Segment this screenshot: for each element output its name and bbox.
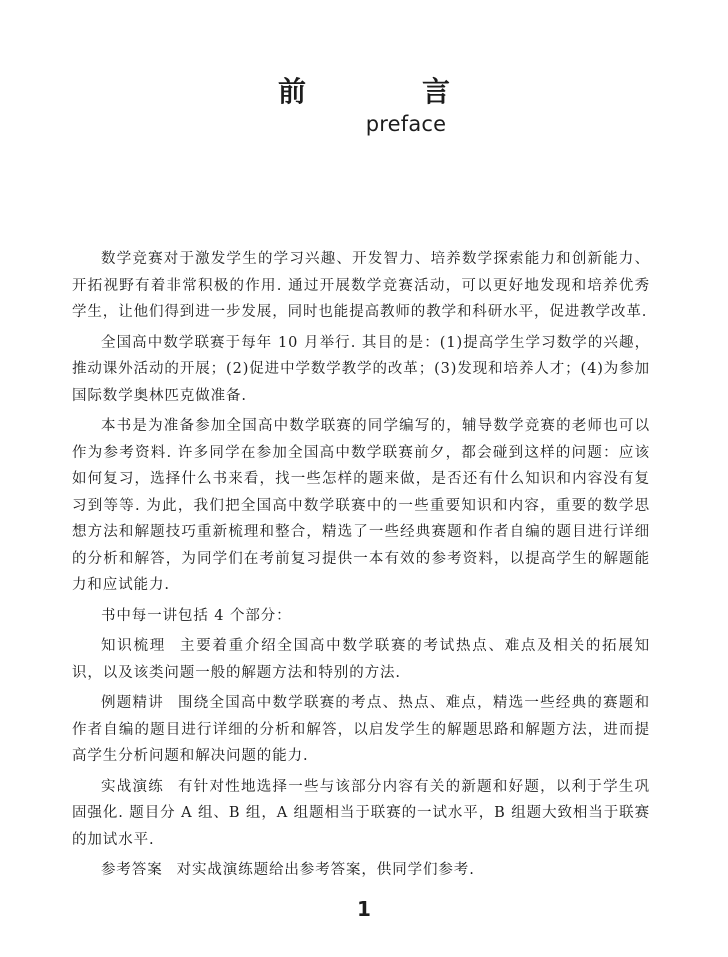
part-label: 参考答案 <box>101 862 163 878</box>
part-description: 主要着重介绍全国高中数学联赛的考试热点、难点及相关的拓展知识，以及该类问题一般的解题方法和特别的方法. <box>72 638 650 681</box>
part-knowledge-review <box>72 633 650 686</box>
part-description: 对实战演练题给出参考答案，供同学们参考. <box>176 862 475 878</box>
part-label: 知识梳理 <box>101 638 166 654</box>
part-practice-drills <box>72 774 650 854</box>
part-example-explanation <box>72 690 650 770</box>
part-reference-answers <box>72 857 650 884</box>
part-label: 实战演练 <box>101 778 164 795</box>
paragraph-intro: 数学竞赛对于激发学生的学习兴趣、开发智力、培养数学探索能力和创新能力、开拓视野有着非常积极的作用. 通过开展数学竞赛活动，可以更好地发现和培养优秀学生，让他们得到进一步发展，同时也能提高教师的教学和科研水平，促进教学改革. <box>72 251 650 320</box>
paragraph-structure-intro: 书中每一讲包括 4 个部分： <box>101 607 292 624</box>
part-label: 例题精讲 <box>101 695 164 711</box>
paragraph-book-purpose: 本书是为准备参加全国高中数学联赛的同学编写的，辅导数学竞赛的老师也可以作为参考资料. 许多同学在参加全国高中数学联赛前夕，都会碰到这样的问题：应该如何复习，选择什么书来看，找一些怎样的题来做，是否还有什么知识和内容没有复习到等等. 为此，我们把全国高中数学联赛中的一些重要知识和内容，重要的数学思想方法和解题技巧重新梳理和整合，精选了一些经典赛题和作者自编的题目进行详细的分析和解答，为同学们在考前复习提供一本有效的参考资料，以提高学生的解题能力和应试能力. <box>72 418 650 593</box>
page-number: 1 <box>357 897 371 921</box>
paragraph-competition-purpose: 全国高中数学联赛于每年 10 月举行. 其目的是：(1)提高学生学习数学的兴趣，推动课外活动的开展；(2)促进中学数学教学的改革；(3)发现和培养人才；(4)为参加国际数学奥林匹克做准备. <box>72 334 650 404</box>
page-subtitle: preface <box>365 112 447 136</box>
part-description: 围绕全国高中数学联赛的考点、热点、难点，精选一些经典的赛题和作者自编的题目进行详细的分析和解答，以启发学生的解题思路和解题方法，进而提高学生分析问题和解决问题的能力. <box>72 695 650 764</box>
page-title: 前 言 <box>277 75 494 108</box>
part-description: 有针对性地选择一些与该部分内容有关的新题和好题，以利于学生巩固强化. 题目分 A 组、B 组，A 组题相当于联赛的一试水平，B 组题大致相当于联赛的加试水平. <box>72 778 650 848</box>
preface-body <box>72 246 650 888</box>
